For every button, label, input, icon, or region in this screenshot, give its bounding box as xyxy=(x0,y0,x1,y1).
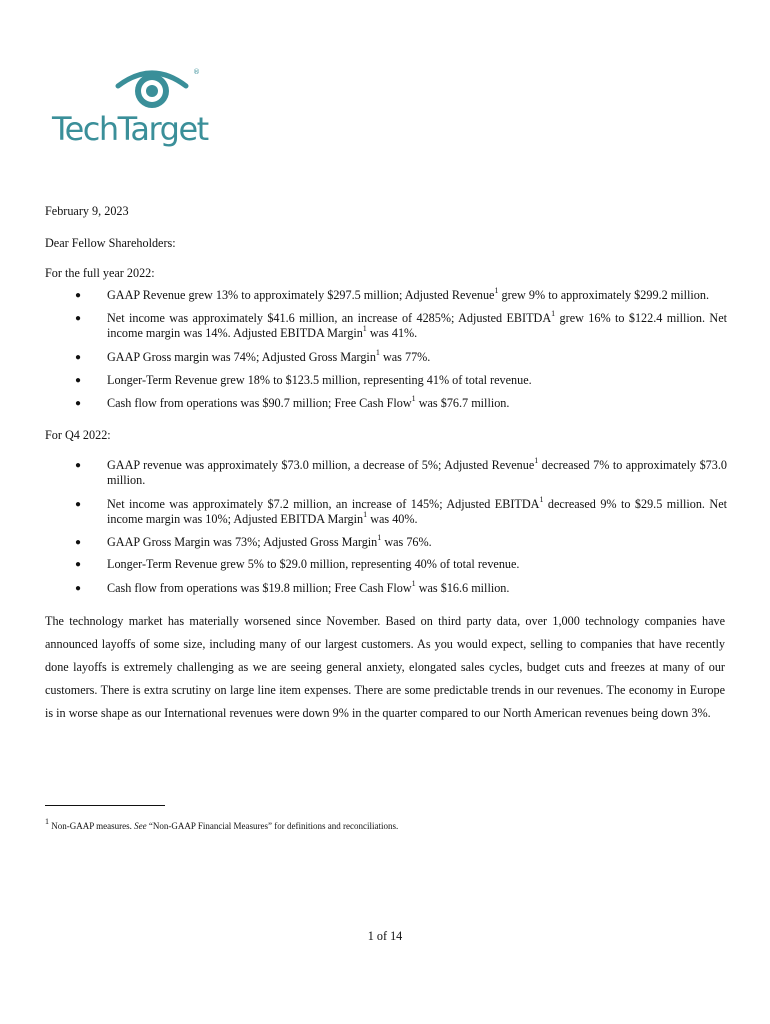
eye-icon xyxy=(112,66,192,112)
logo-wordmark: TechTarget xyxy=(52,110,208,148)
letter-date: February 9, 2023 xyxy=(45,204,129,218)
bullet-icon: ● xyxy=(75,352,82,363)
q4-heading: For Q4 2022: xyxy=(45,428,111,442)
list-item: Cash flow from operations was $19.8 million; Free Cash Flow$^1$ was $16.6 million. xyxy=(107,578,510,595)
list-item: Cash flow from operations was $90.7 million; Free Cash Flow$^1$ was $76.7 million. xyxy=(107,393,510,410)
list-item: GAAP Revenue grew 13% to approximately $297.5 million; Adjusted Revenue$^1$ grew 9% to approximately $299.2 million. xyxy=(107,285,709,302)
page-number: 1 of 14 xyxy=(367,929,403,943)
bullet-icon: ● xyxy=(75,398,82,409)
list-item: Net income was approximately $7.2 million, an increase of 145%; Adjusted EBITDA$^1$ decreased 9% to $29.5 million. Net income margin was 10%; Adjusted EBITDA Margin$^1$ was 40%. xyxy=(107,494,727,526)
list-item: GAAP Gross margin was 74%; Adjusted Gross Margin$^1$ was 77%. xyxy=(107,347,431,364)
footnote-divider xyxy=(45,805,165,806)
salutation: Dear Fellow Shareholders: xyxy=(45,236,176,250)
techtarget-logo xyxy=(52,66,212,152)
bullet-icon: ● xyxy=(75,583,82,594)
bullet-icon: ● xyxy=(75,290,82,301)
list-item: GAAP revenue was approximately $73.0 million, a decrease of 5%; Adjusted Revenue$^1$ decreased 7% to approximately $73.0 million. xyxy=(107,455,728,487)
body-paragraph: The technology market has materially worsened since November. Based on third party data, over 1,000 technology companies have announced layoffs of some size, including many of our largest customers. As you would expect, selling to companies that have recently done layoffs is extremely challenging as we are seeing general anxiety, elongated sales cycles, budget cuts and freezes at many of our customers. There is extra scrutiny on large line item expenses. There are some predictable trends in our revenues. The economy in Europe is in worse shape as our International revenues were down 9% in the quarter compared to our North American revenues being down 3%. xyxy=(45,614,725,720)
bullet-icon: ● xyxy=(75,559,82,570)
list-item: Longer-Term Revenue grew 5% to $29.0 million, representing 40% of total revenue. xyxy=(107,557,520,571)
full-year-heading: For the full year 2022: xyxy=(45,266,155,280)
bullet-icon: ● xyxy=(75,460,82,471)
list-item: Longer-Term Revenue grew 18% to $123.5 million, representing 41% of total revenue. xyxy=(107,373,532,387)
list-item: Net income was approximately $41.6 million, an increase of 4285%; Adjusted EBITDA$^1$ grew 16% to $122.4 million. Net income margin was 14%. Adjusted EBITDA Margin$^1$ was 41%. xyxy=(107,308,727,340)
bullet-icon: ● xyxy=(75,499,82,510)
bullet-icon: ● xyxy=(75,313,82,324)
registered-mark: ® xyxy=(193,68,200,76)
footnote: $^1$ Non-GAAP measures. See “Non-GAAP Financial Measures” for definitions and reconciliations. xyxy=(45,817,399,831)
list-item: GAAP Gross Margin was 73%; Adjusted Gross Margin$^1$ was 76%. xyxy=(107,532,432,549)
bullet-icon: ● xyxy=(75,537,82,548)
bullet-icon: ● xyxy=(75,375,82,386)
